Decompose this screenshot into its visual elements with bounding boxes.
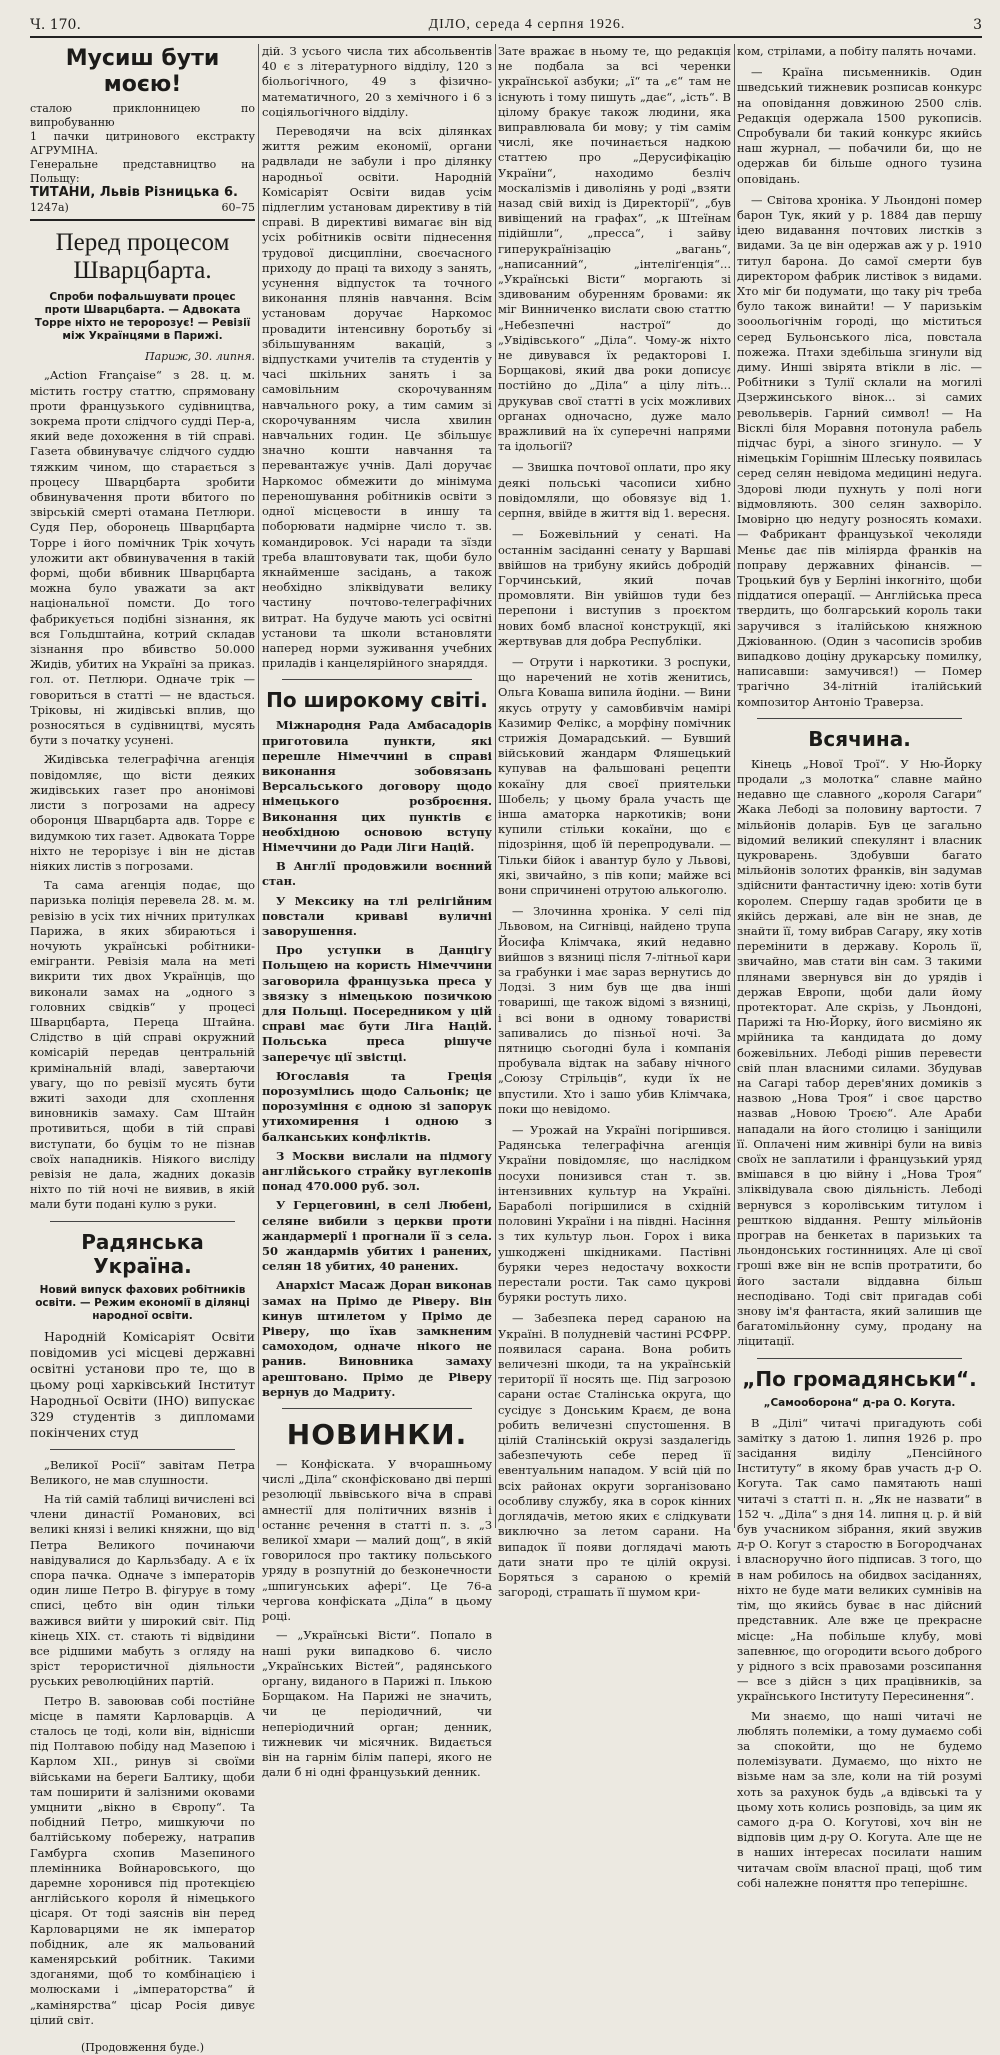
column-4 [737,44,982,1890]
section-miscellany [737,727,982,1350]
paragraph: Переводячи на всіх ділянках життя режим економії, органи радвлади не забули і про ділянку народньої освіти. Народній Комісаріят Освіти видав усім підлеглим установам директиву в тій справі. В директиві вимагає він від усіх робітників освіти піднесення трудової дисципліни, своєчасного приходу до праці та виходу з занять, усунення відпусток та точного виконання плянів навчання. Всім установам доручає Наркомос провадити інтенсивну боротьбу зі збільшуванням вакацій, з відпустками учителів та студентів у часі шкільних занять і за самовільним скорочуванням навчального року, а тим самим зі скорочуванням числа хвилин навчальних годин. Це збільшує значно кошти навчання та перевантажує учнів. Далі доручає Наркомос обмежити до мінімума переношування робітників освіти з одної місцевости в иншу та поборювати надмірне число т. зв. командировок. Усі наради та зїзди треба влаштовувати так, щоби було якнайменше засідань, а також необхідно зліквідувати велику частину почтово-телеграфічних витрат. На будуче мають усі освітні установи та школи встановляти наперед норми зуживання учебних приладів і канцелярійного знаряддя. [262,124,492,671]
column-rule [495,44,496,1528]
article-soviet-ukraine [30,1230,255,2055]
news-item: Анархіст Масаж Доран виконав замах на Прімо де Ріверу. Він кинув штилетом у Прімо де Ріверу, що їхав замкненим самоходом, одначе нікого не ранив. Виновника замаху арештовано. Прімо де Ріверу вернув до Мадриту. [262,1278,492,1399]
news-item: В Англії продовжили воєнний стан. [262,859,492,889]
section-title: НОВИНКИ. [286,1418,468,1452]
column-1 [30,44,255,2055]
divider [757,718,962,719]
divider [50,1221,235,1222]
column-2 [262,44,492,1780]
news-item: — Урожай на Україні погіршився. Радянська телеграфічна агенція України повідомляє, що наслідком посухи понизився стан т. зв. інтензивних культур на Україні. Бараболі погіршилися в східній половині України і на півдні. Насіння з тих культур льон. Горох і вика ушкоджені шкідниками. Пастівні буряки через недостачу вохкости перестали рости. Так само цукрові буряки ростуть лихо. [498,1123,731,1305]
article-title: „По громадянськи“. [742,1366,977,1391]
news-item: — Забезпека перед сараною на Україні. В полудневій частині РСФРР. появилася сарана. Вона робить величезні шкоди, та на українській території її носять ще. Під загрозою сарани остає Сталінська округа, що сусідує з Донським Краєм, де вона робить величезні спустошення. В цілій Сталінській окрузі заздалегідь забезпечують себе перед її евентуальним нападом. У всій цій по всіх районах округи зорганізовано особливу службу, яка в сорок кінних доглядачів, метою яких є слідкувати виключно за летом сарани. На випадок її появи доглядачі мають дати знати про те цілій окрузі. Боряться з сараною о кремій загороді, страшать її шумом кри- [498,1311,731,1600]
ad-title: Мусиш бути моєю! [65,46,220,97]
dateline: Париж, 30. липня. [145,350,255,364]
divider [282,679,472,680]
section-news [262,1419,492,1780]
page-mark: 3 [973,17,982,33]
article-subtitle: „Самооборона“ д-ра О. Когута. [763,1396,956,1409]
news-item: З Москви вислали на підмогу англійського страйку вуглекопів понад 470.000 руб. зол. [262,1148,492,1194]
page-number: Ч. 170. [30,17,81,33]
paragraph: „Великої Росії“ завітам Петра Великого, не мав слушности. [30,1457,255,1487]
news-item: Про уступки в Данцігу Польщею на користь Німеччини заговорила французька преса у звязку з німецькою позичкою для Польщі. Посередником у цій справі має бути Ліга Націй. Польська преса рішуче заперечує ції звістці. [262,943,492,1064]
ad-price: 60–75 [221,201,255,214]
paragraph: Ми знаємо, що наші читачі не люблять полеміки, а тому думаємо собі за спокойти, що не будемо полемізувати. Думаємо, що ніхто не візьме нам за зле, коли на тій розумі хоть за рахунок будь „а вдівські та у цьому хоть колись розповідь, за цим як самого д-ра О. Когутові, хоч він не відповів цим д-ру О. Когута. Але ще не в наших інтересах посилати нашим читачам своїм власної праці, щоб тим собі належне поняття про теперішнє. [737,1708,982,1890]
news-item: — Світова хроніка. У Льондоні помер барон Тук, який у р. 1884 дав першу ідею видавання почтових листків з видами. За це він одержав аж у р. 1910 титул барона. До самої смерти був директором фабрик листівок з видами. Хто міг би подумати, що таку річ треба було також винайти! — У паризькім зооольогічнім городі, що міститься серед Бульонського ліса, повстала пожежа. Птахи здебільша згинули від диму. Инші звірята втікли в ліс. — Робітники з Тулії склали на могилі Дзержинського вінок... зі самих револьверів. Гарний символ! — На Вісклі біля Моравня потонула рабель підчас бурі, а зіного згинуло. — У німецькім Горішнім Шлеську появилась серед селян невідома медицині недуга. Здорові люди пухнуть у полі ноги відмовляють. 300 селян захворіло. Імовірно цю недугу розносять комахи. — Фабрикант французької чеколяди Меньє дає пів міліярда франків на поправу державних фінансів. — Троцький був у Берліні інкогніто, щоби піддатися операції. — Англійська преса твердить, що болгарський король таки заручився з італійською княжною Джіованною. (Один з часописів зробив випадково доціну друкарську помилку, написавши: замучився!) — Помер трагічно 34-літній італійський композитор Антоніо Траверза. [737,192,982,709]
masthead-title-date: ДІЛО, середа 4 серпня 1926. [428,17,626,32]
paragraph: Петро В. завоював собі постійне місце в памяти Карловарців. А сталось це тоді, коли він, віднісши під Полтавою побіду над Мазепою і Карлом XII., ринув зі своїми військами на береги Балтику, щоби там поширити й залізними оковами умцнити „вікно в Європу“. Та побідний Петро, мишкуючи по балтійському побережу, натрапив Гамбурга схопив Мазепиного племінника Войнаровського, що даремне хоронився під протекцією англійського короля й німецького цісаря. От тоді заяснів він перед Карловарцями не як імператор побідник, але як мальований каменярський робітник. Такими здоганями, щоб то комбінацією і молюсками і „імператорства“ й „камінярства“ цісар Росія дивує цілий світ. [30,1693,255,2027]
news-item: У Мексику на тлі релігійним повстали криваві вуличні заворушення. [262,893,492,938]
divider [282,1408,472,1409]
column-rule [734,44,735,1528]
column-3 [498,44,731,1600]
article-subtitle: Спроби пофальшувати процес проти Шварцбарта. — Адвоката Торре ніхто не теророзує! — Ревізії між Українцями в Парижі. [34,291,251,343]
paragraph: На тій самій таблиці вичислені всі члени династії Романових, всі великі князі і великі княжни, що від Петра Великого починаючи навідувалися до Карльзбаду. А є їх спора пачка. Одначе з імператорів один лише Петро В. фігурує в тому списі, цебто він один тільки важився вийти у широкий світ. Під кінець XIX. ст. стають ті відвідини все рідшими мабуть з огляду на зріст терористичної діяльности руських революційних партій. [30,1491,255,1689]
divider [757,1358,962,1359]
paragraph: ком, стрілами, а побіту палять ночами. [737,44,977,58]
advertisement [30,46,255,221]
ad-line: сталою приклонницею по випробуванню [30,102,255,129]
article-schwartzbard [30,229,255,1212]
divider [50,1449,235,1450]
news-item: Югославія та Греція порозумілись щодо Сальонік; це порозуміння є одною зі запорук утихомирення і одною з балканських конфліктів. [262,1068,492,1144]
ad-line: Генеральне представництво на Польщу: [30,158,255,185]
ad-code: 1247а) [30,201,69,214]
continued-note: (Продовження буде.) [80,2041,205,2055]
article-title: Радянська Україна. [81,1229,204,1278]
section-title: По широкому світі. [266,688,488,713]
masthead [30,14,982,38]
article-subtitle: Новий випуск фахових робітників освіти. — Режим економії в ділянці народної освіти. [35,1283,250,1322]
ad-footer [30,200,255,221]
news-item: Міжнародня Рада Амбасадорів приготовила пункти, які перешле Німеччині в справі виконання зобовязань Версальського договору щодо німецького розброєння. Виконання цих пунктів є необхідною основою вступу Німеччини до Ради Ліги Націй. [262,718,492,854]
news-item: — Країна письменників. Один шведський тижневик розписав конкурс на оповідання довжиною 2500 слів. Редакція одержала 1500 рукописів. Спробували би такий конкурс якийсь наш журнал, ― побачили би, що не одержав би більше одного тузина оповідань. [737,65,982,186]
article-title: Перед процесом Шварцбарта. [55,229,230,285]
news-item: — Конфіската. У вчорашньому числі „Діла“ сконфісковано дві перші резолюції львівського віча в справі амнестії для політичних вязнів і останнє речення в статті п. з. „З великої хмари — малий дощ“, в якій говорилося про тактику польського уряду в розпутній до безконечности „шпигунських афері“. Це 76-а чергова конфіската „Діла“ в цьому році. [262,1457,492,1624]
news-item: — Злочинна хроніка. У селі під Львовом, на Сигнівці, найдено трупа Йосифа Клімчака, який недавно вийшов з вязниці після 7-літньої кари за грабунки і має зараз вернутись до Лодзі. З ним був ще два інші товариші, ще також відомі з вязниці, і всі вони в одному товаристві запивались до пізньої ночі. За пятницю сьогодні була і компанія пробувала відтак на забаву нічного „Союзу Стрільців“, куди їх не впустили. Хто і зашо убив Клімчака, поки що невідомо. [498,904,731,1116]
news-item: У Герцеговині, в селі Любені, селяне вибили з церкви проти жандармерії і прогнали її з села. 50 жандармів убитих і ранених, селян 18 убитих, 40 ранених. [262,1198,492,1274]
section-title: Всячина. [808,726,911,751]
section-wide-world [262,688,492,1400]
news-item: — „Українські Вісти“. Попало в наші руки випадково 6. число „Українських Вістей“, радянського органу, виданого в Парижі п. Ількою Борщаком. На Парижі не значить, чи це періодичний, чи неперіодичний орган; денник, тижневик чи місячник. Видається він на гарнім білім папері, якого не дали б ні одні французький денник. [262,1628,492,1780]
news-item: — Отрути і наркотики. З роспуки, що наречений не хотів женитись, Ольга Коваша випила йодіни. — Вини якусь отруту у самовбивчім намірі Казимир Фелікс, а морфіну помічник стрижія Домарадський. — Бувший військовий жандарм Фляшецький купував на фальшовані рецепти кокаїну для своєї приятельки Шобель; у цьому брала участь ще інша аматорка наркотиків; вони купили стільки кокаїни, що є підозріння, щоб їй перепродували. — Тільки бійок і авантур було у Львові, які, звичайно, з пів копи; майже всі вони спричинені отрутою алькоголю. [498,654,731,897]
paragraph: Та сама агенція подає, що паризька поліція перевела 28. м. м. ревізію в усіх тих нічних притулках Парижа, в яких збираються і ночують українські робітники-емігранти. Ревізія мала на меті викрити тих двох Українців, що виконали замах на „одного з головних свідків“ у процесі Шварцбарта, Переца Штайна. Слідство в цій справі окружний комісарій передав центральній кримінальній владі, завертаючи увагу, що по ревізії мусять бути вжиті заходи для схоплення виновників замаху. Сам Штайн противиться, щоби в тій справі виступати, бо буцім то не пізнав своїх нападників. Ніякого висліду ревізія не дала, жадних доказів ніхто по тій ночі не виявив, в якій мали бути подані кулю з руки. [30,878,255,1212]
column-rule [258,44,259,1528]
paragraph: Зате вражає в ньому те, що редакція не подбала за всі черенки української азбуки; „ї“ та „є“ там не існують і тому пишуть „дає“, „ість“. В цілому бракує також людини, яка виправлювала би мову; у тім самім числі, яке починається надкою статтею про „Дерусифікацію України“, находимо безліч москалізмів і диволіянь у роді „взяти назад свій вихід із Директорії“, „був вивіщений на графах“, „к Штеїнам підійшли“, „пресса“, і зайву гиперукраїнізацію „вагань“, „написанний“, „інтеліґенція“... „Українські Вісти“ моргають зі здивованим обуренням бровами: як міг Винниченко вислати свою статтю „Небезпечні настрої“ до „Увідівського“ „Діла“. Чому-ж ніхто не дивувався їх редакторові І. Борщакові, який два роки дописує постійно до „Діла“ а цілу літь... друкував свої статті в усіх можливих органах одночасно, дуже мало вражливий на їх суперечні напрями та ідольогії? [498,44,731,454]
paragraph: В „Ділі“ читачі пригадують собі замітку з датою 1. липня 1926 р. про засідання виділу „Пенсійного Інституту“ в якому брав участь д-р О. Когута. Так само памятають наші читачі з статті п. н. „Як не назвати“ в 152 ч. „Діла“ з дня 14. липня ц. р. й вій був учасником зібрання, який звужив д-р О. Когут з старостю в Богородчанах і власноручно його підписав. З того, що в нам робилось на обидвох засіданнях, ніхто не буде мати великих сумнівів на тім, що якийсь буває в нас дійсний представник. Але вже це прекрасне місце: „На побільше клубу, мові запевнює, що огородити всього доброго у рідного з всіх правозами розсипання — все з дійсн з цих працівників, за українського Інституту Пересинення“. [737,1415,982,1704]
news-item: — Божевільний у сенаті. На останнім засіданні сенату у Варшаві ввійшов на трибуну якийсь добродій Горчинський, який почав промовляти. Він увійшов туди без перепони і виступив з проєктом нових бомб власної конструкції, які жертвував для добра Республіки. [498,527,731,648]
paragraph: Кінець „Нової Трої“. У Ню-Йорку продали „з молотка“ славне майно недавно ще славного „короля Сагари“ Жака Лебоді за половину вартости. 7 мільйонів доларів. Був це загально відомий великий спекулянт і власник цукроварень. Здобувши багато мільйонів золотих франків, він задумав здійснити фантастичну ідею: хотів бути королем. Спершу гадав зробити це в якійсь державі, але він не знав, де знайти її, тому вибрав Сагару, яку хотів перемінити в державу. Король її, звичайно, мав стати він сам. З такими плянами звернувся він до урядів і держав Европи, щоби дали йому протекторат. Але скрізь, у Льондоні, Парижі та Ню-Йорку, його висміяно як мрійника та кандидата до дому божевільних. Лебоді рішив перевести свій план власними силами. Збудував на Сагарі табор дерев'яних домиків з назвою „Нова Троя“ і своє царство назвав „Новою Троєю“. Але Араби нападали на його столицю і заніщили її. Оплачені ним живнірі були на вивіз своїх не заплатили і французький уряд вмішався в цю війну і „Нова Троя“ зліквідувала свою діяльність. Лебоді вернувся з королівським титулом і решткою віддання. Решту мільйонів програв на бенкетах в паризьких та льондонських гостинницях. Але ці свої гроші вже він не вспів протратити, бо його застали віддавна більш несподівано. Тоді світ пригадав собі знову ім'я фантаста, який залишив ще багатомільйонну суму, продану на ліцитації. [737,756,982,1349]
ad-line: 1 пачки цитринового екстракту АГРУМІНА. [30,130,255,157]
ad-company: ТИТАНИ, Львів Різницька 6. [30,185,238,200]
intro-paragraph: Народній Комісаріят Освіти повідомив усі місцеві державні освітні установи про те, що в цьому році харківський Інститут Народньої Освіти (ІНО) випускає 329 студентів з дипломами покінчених студ [30,1328,255,1440]
paragraph: „Action Française“ з 28. ц. м. містить гостру статтю, спрямовану проти французького судівництва, зокрема проти слідчого судді Пер-а, який веде дохоження в тій справі. Газета обвинувачує слідчого суддю тяжким чином, що старається з процесу Шварцбарта зробити обвинувачення проти вбитого по звірській смерті отамана Петлюри. Судя Пер, оборонець Шварцбарта Торре і його помічник Трік хочуть уложити акт обвинувачення в такій формі, щоби вбивник Шварцбарта можна було уважати за акт національної помсти. До того фабрикується подібні зізнання, як вся Гольдштайна, котрий складав зізнання про вбивство 50.000 Жидів, убитих на Україні за приказ. гол. от. Петлюри. Одначе трік — говориться в статті — не вдасться. Тріковы, ні жидівські вплив, що розносяться в судівництві, мусять бути з початку усунені. [30,368,255,748]
paragraph: Жидівська телеграфічна агенція повідомляє, що вісти деяких жидівських газет про анонімові листи з погрозами на адресу оборонця Шварцбарта адв. Торре є видумкою тих газет. Адвоката Торре ніхто не терорізує і він не дістав ніяких листів з погрозами. [30,752,255,873]
paragraph: дій. З усього числа тих абсольвентів 40 є з літературного відділу, 120 з біольогічного, 49 з фізично-математичного, 20 з хемічного і 6 з соціяльогічного відділу. [262,44,492,119]
article-civic [737,1367,982,1891]
news-item: — Звишка почтової оплати, про яку деякі польські часописи хибно повідомляли, що обовязує від 1. серпня, ввійде в життя від 1. вересня. [498,460,731,521]
